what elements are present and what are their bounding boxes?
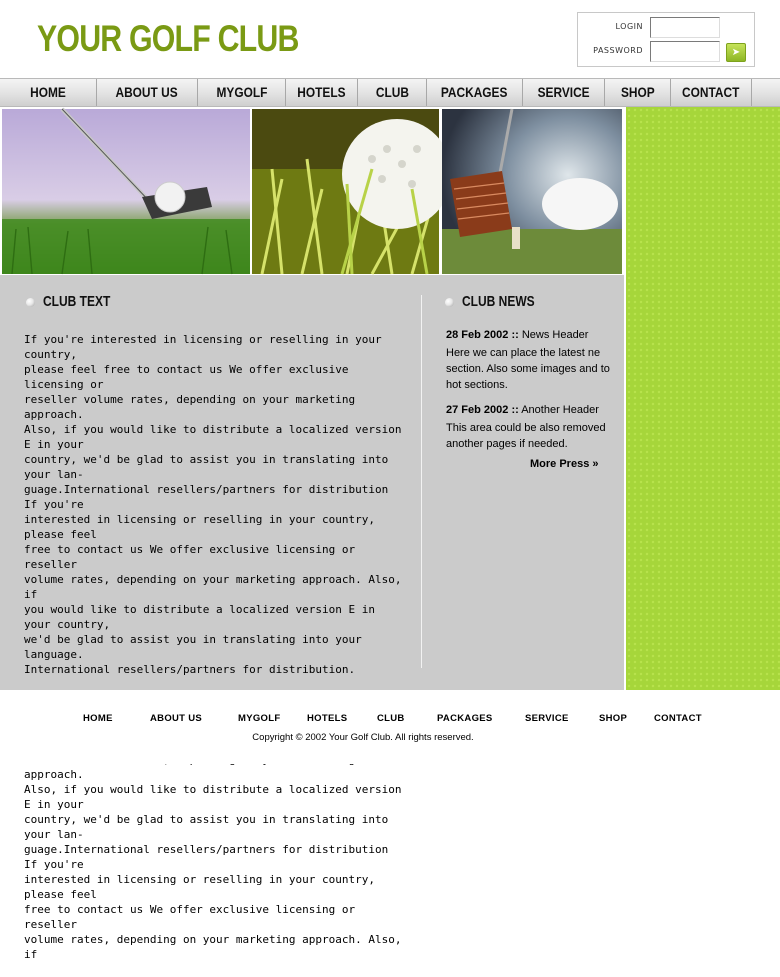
bullet-icon [445,298,454,307]
login-box [577,12,755,67]
news-headline[interactable]: News Header [521,329,589,341]
photo-strip [0,107,624,275]
arrow-right-icon: ➤ [731,47,741,58]
nav-contact[interactable]: CONTACT [671,79,752,106]
news-headline[interactable]: Another Header [521,404,599,416]
news-separator: :: [511,404,519,416]
news-item [446,327,616,393]
nav-packages[interactable]: PACKAGES [427,79,523,106]
news-item [446,402,616,452]
footer-link-hotels[interactable]: HOTELS [307,713,348,724]
club-text-paragraph: approach. Also, if you would like to distribute a localized version E in your country, we'd be glad to assist you in translating into your lan- guage.International resellers/partners for distribution If you're interested in licensing or reselling in your country, please feel free to contact us We offer exclusive licensing or reseller volume rates, depending on your marketing approach. Also, if [24,768,402,961]
nav-shop[interactable]: SHOP [605,79,671,106]
nav-about-us[interactable]: ABOUT US [97,79,198,106]
golf-ball-grass-photo [252,109,439,274]
news-body: This area could be also removed another pages if needed. [446,422,606,450]
green-side-panel [624,107,780,690]
site-logo[interactable]: YOUR GOLF CLUB [37,18,299,59]
login-input[interactable] [650,17,720,38]
footer-link-about-us[interactable]: ABOUT US [150,713,203,724]
more-press-link[interactable]: More Press » [530,458,599,470]
golf-swing-photo [442,109,622,274]
news-item-header [446,327,616,343]
copyright: Copyright © 2002 Your Golf Club. All rights reserved. [252,732,474,743]
news-item-header [446,402,616,418]
golf-club-photo [2,109,250,274]
nav-mygolf[interactable]: MYGOLF [198,79,286,106]
footer-link-mygolf[interactable]: MYGOLF [238,713,281,724]
password-row [578,41,756,63]
nav-home[interactable]: HOME [0,79,97,106]
footer-link-club[interactable]: CLUB [377,713,405,724]
bullet-icon [26,298,35,307]
login-label: LOGIN [615,22,643,31]
footer-link-packages[interactable]: PACKAGES [437,713,493,724]
news-body: Here we can place the latest ne section. Also some images and to hot sections. [446,347,610,391]
footer-link-home[interactable]: HOME [83,713,113,724]
nav-hotels[interactable]: HOTELS [286,79,358,106]
login-submit-button[interactable] [726,43,746,62]
password-input[interactable] [650,41,720,62]
news-date: 27 Feb 2002 [446,404,509,416]
login-row [578,17,756,39]
footer-link-service[interactable]: SERVICE [525,713,569,724]
nav-club[interactable]: CLUB [358,79,427,106]
password-label: PASSWORD [593,46,643,55]
column-divider [421,295,422,668]
club-text-body [24,332,404,977]
footer-link-shop[interactable]: SHOP [599,713,628,724]
news-separator: :: [511,329,519,341]
footer-link-contact[interactable]: CONTACT [654,713,702,724]
club-text-title: CLUB TEXT [43,293,111,310]
header [0,0,780,78]
news-date: 28 Feb 2002 [446,329,509,341]
nav-service[interactable]: SERVICE [523,79,605,106]
main-nav [0,78,780,107]
club-text-paragraph: If you're interested in licensing or reselling in your country, please feel free to contact us We offer exclusive licensing or reseller volume rates, depending on your marketing approach. Also, if you would like to distribute a localized version E in your country, we'd be glad to assist you in translating into your lan- guage.International resellers/partners for distribution If you're interested in licensing or reselling in your country, please feel free to contact us We offer exclusive licensing or reseller volume rates, depending on your marketing approach. Also, if you would like to distribute a localized version E in your country, we'd be glad to assist you in translating into your language. International resellers/partners for distribution. [24,333,402,676]
club-news-title: CLUB NEWS [462,293,535,310]
footer [0,690,780,764]
